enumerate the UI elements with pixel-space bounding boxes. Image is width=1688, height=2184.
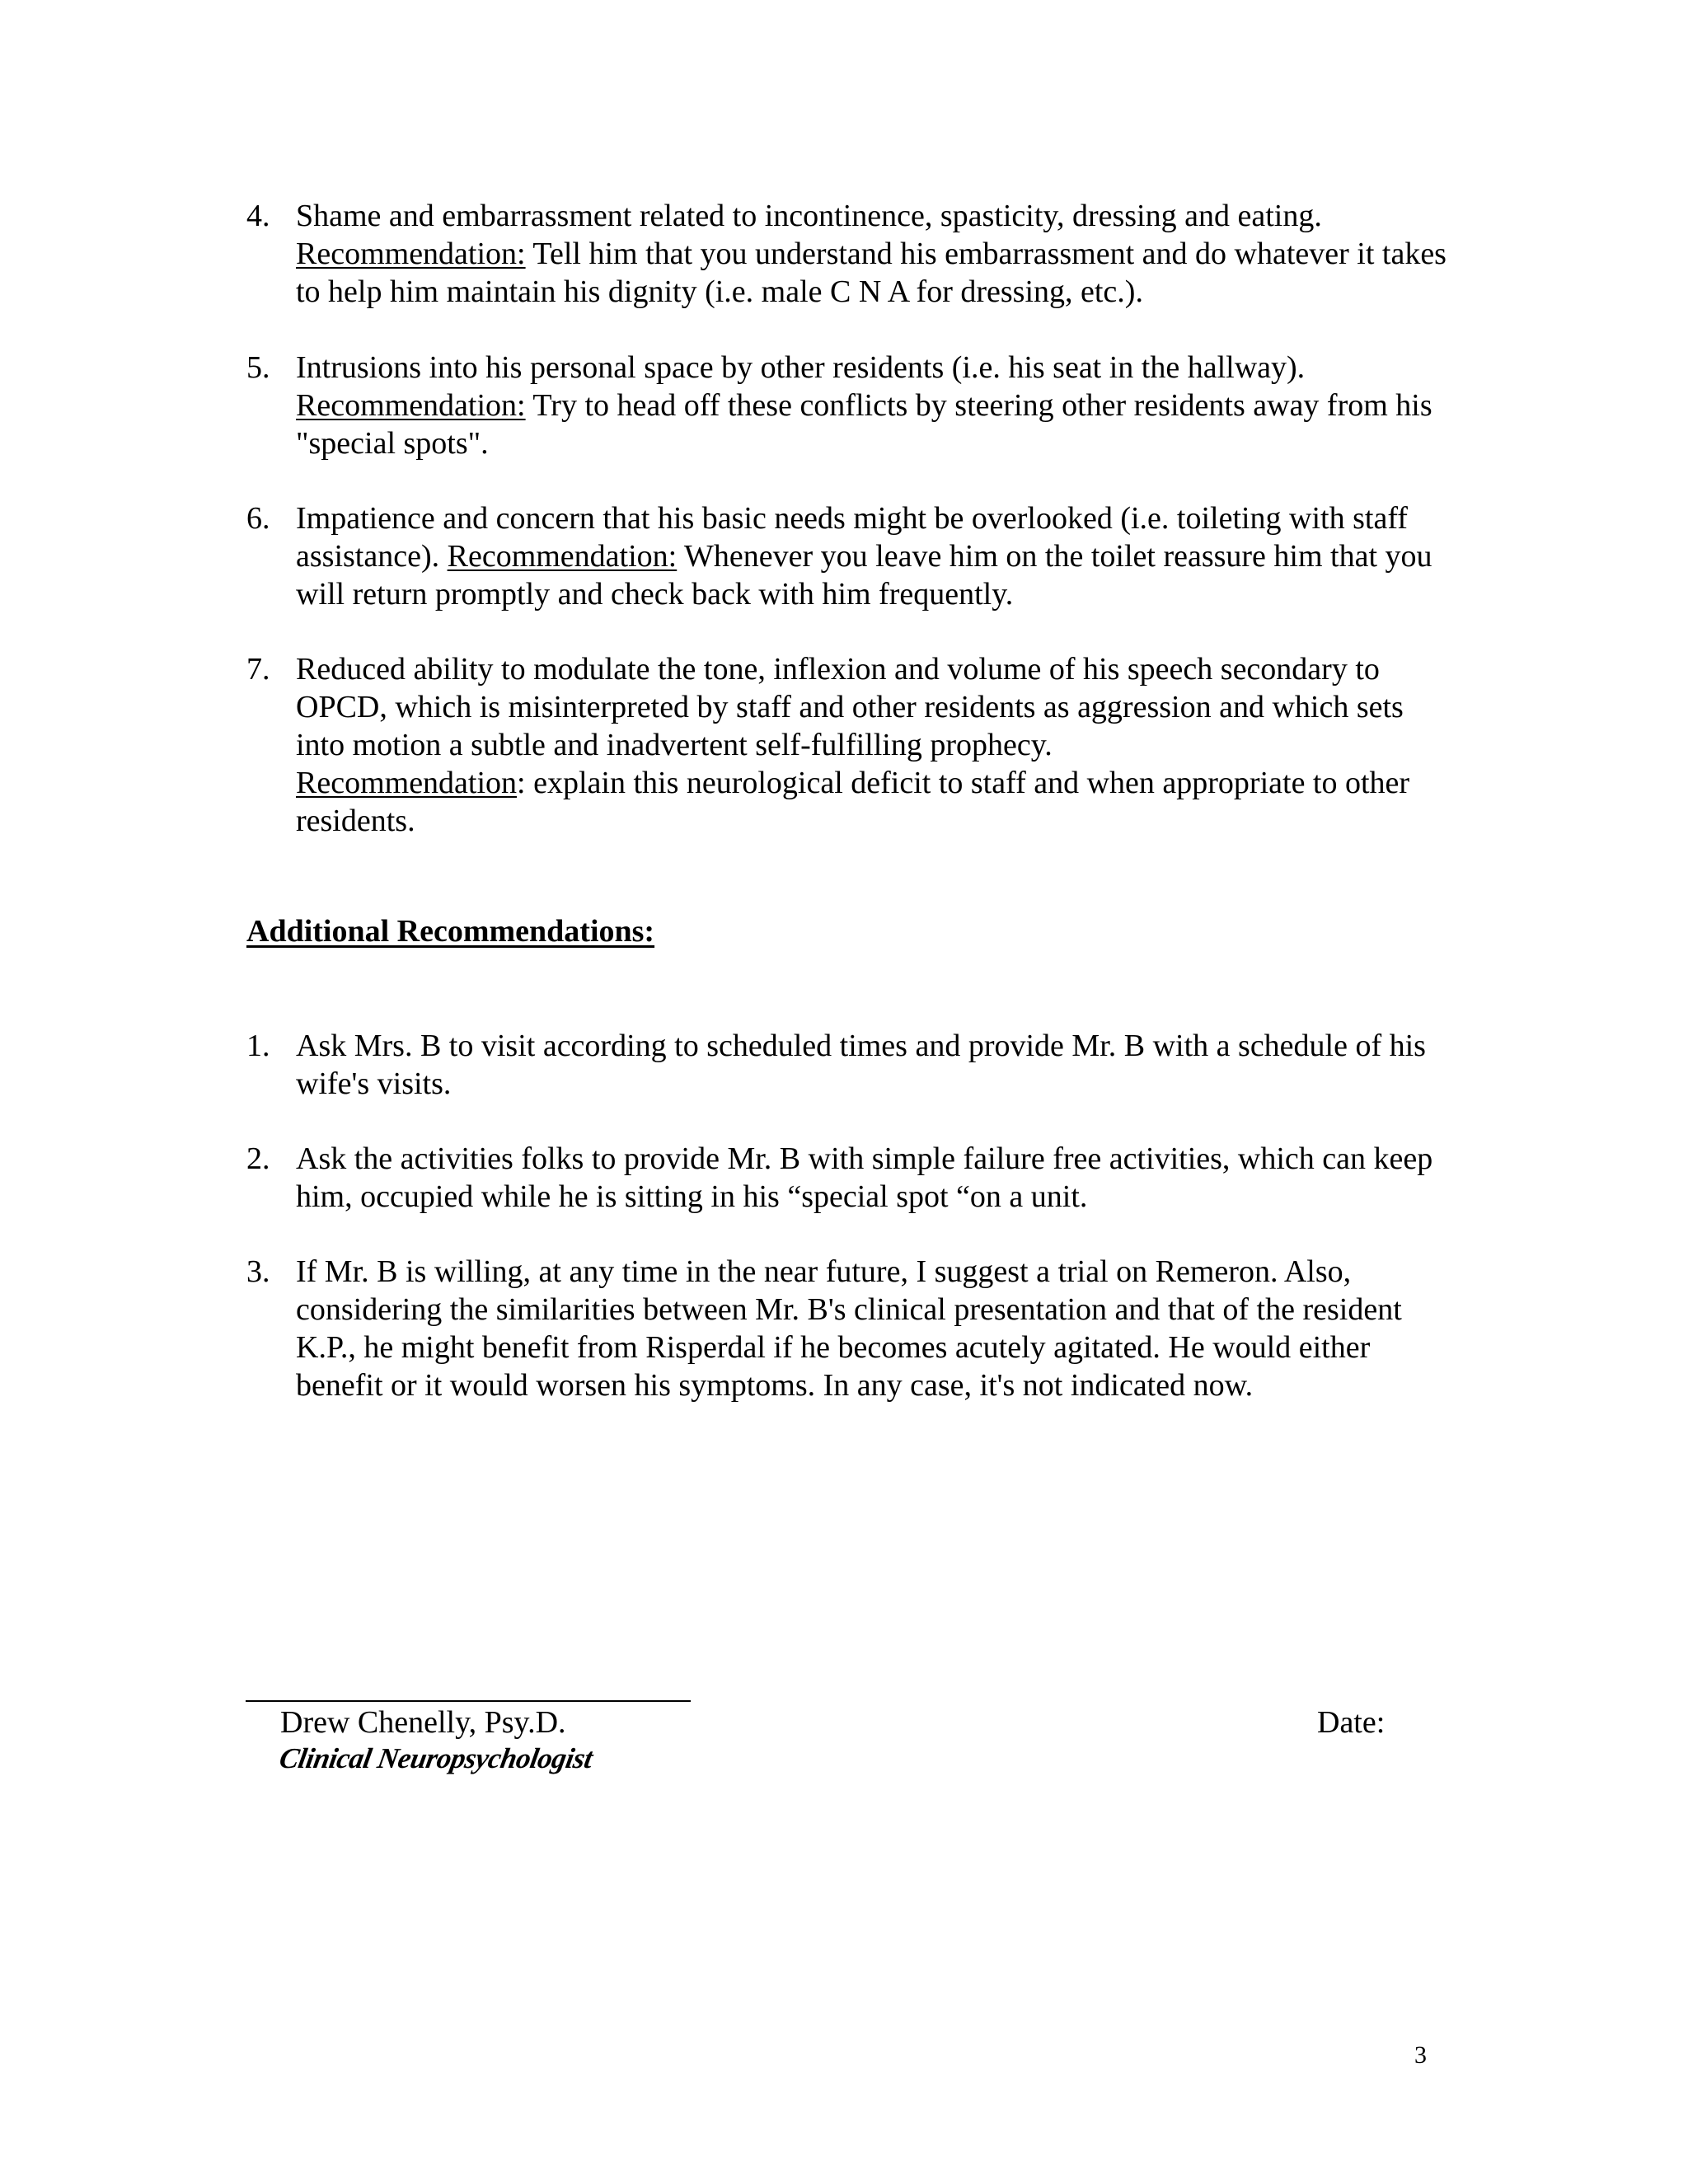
item-number: 4. <box>246 199 270 233</box>
item-number: 3. <box>246 1254 270 1289</box>
item-number: 7. <box>246 652 270 687</box>
recommendation-label: Recommendation: <box>296 388 526 423</box>
recommendation-item-3 <box>246 1253 1450 1404</box>
recommendation-label: Recommendation: <box>447 539 678 574</box>
item-body <box>296 499 1450 613</box>
list-item-6 <box>246 499 1450 613</box>
item-number: 5. <box>246 350 270 385</box>
item-body <box>296 197 1450 311</box>
item-body <box>296 349 1450 462</box>
signature-line <box>246 1700 691 1702</box>
recommendation-text: Whenever you leave him on the toilet reassure him that you will return promptly and check back with him frequently. <box>296 539 1432 612</box>
item-text: Ask the activities folks to provide Mr. B with simple failure free activities, which can keep him, occupied while he is sitting in his “special spot “on a unit. <box>296 1141 1433 1214</box>
item-text: Intrusions into his personal space by other residents (i.e. his seat in the hallway). <box>296 350 1306 385</box>
item-body <box>296 650 1450 840</box>
date-label: Date: <box>1317 1705 1386 1740</box>
item-text: Shame and embarrassment related to incontinence, spasticity, dressing and eating. <box>296 199 1322 233</box>
item-number: 1. <box>246 1029 270 1063</box>
list-item-7 <box>246 650 1450 840</box>
recommendation-text: Try to head off these conflicts by steering other residents away from his "special spots". <box>296 388 1432 461</box>
list-item-4 <box>246 197 1450 311</box>
item-text: If Mr. B is willing, at any time in the near future, I suggest a trial on Remeron. Also, considering the similarities between Mr. B's clinical presentation and that of the resident K.P., he might benefit from Risperdal if he becomes acutely agitated. He would either benefit or it would worsen his symptoms. In any case, it's not indicated now. <box>296 1254 1402 1403</box>
item-text: Reduced ability to modulate the tone, inflexion and volume of his speech secondary to OPCD, which is misinterpreted by staff and other residents as aggression and which sets into motion a subtle and inadvertent self-fulfilling prophecy. <box>296 652 1404 762</box>
recommendation-text: Tell him that you understand his embarrassment and do whatever it takes to help him maintain his dignity (i.e. male C N A for dressing, etc.). <box>296 237 1447 309</box>
item-text: Ask Mrs. B to visit according to scheduled times and provide Mr. B with a schedule of his wife's visits. <box>296 1029 1426 1101</box>
item-number: 6. <box>246 501 270 536</box>
recommendation-label: Recommendation <box>296 766 518 800</box>
recommendation-text: : explain this neurological deficit to staff and when appropriate to other residents. <box>296 766 1410 838</box>
item-text: Impatience and concern that his basic needs might be overlooked (i.e. toileting with staff assistance). <box>296 501 1408 574</box>
section-heading: Additional Recommendations: <box>246 914 655 949</box>
signer-name: Drew Chenelly, Psy.D. <box>280 1705 566 1740</box>
recommendation-item-2 <box>246 1140 1450 1216</box>
list-item-5 <box>246 349 1450 462</box>
recommendation-item-1 <box>246 1027 1450 1103</box>
recommendation-label: Recommendation: <box>296 237 526 271</box>
item-number: 2. <box>246 1141 270 1176</box>
signer-title: Clinical Neuropsychologist <box>277 1742 595 1774</box>
page-number: 3 <box>1414 2041 1427 2069</box>
